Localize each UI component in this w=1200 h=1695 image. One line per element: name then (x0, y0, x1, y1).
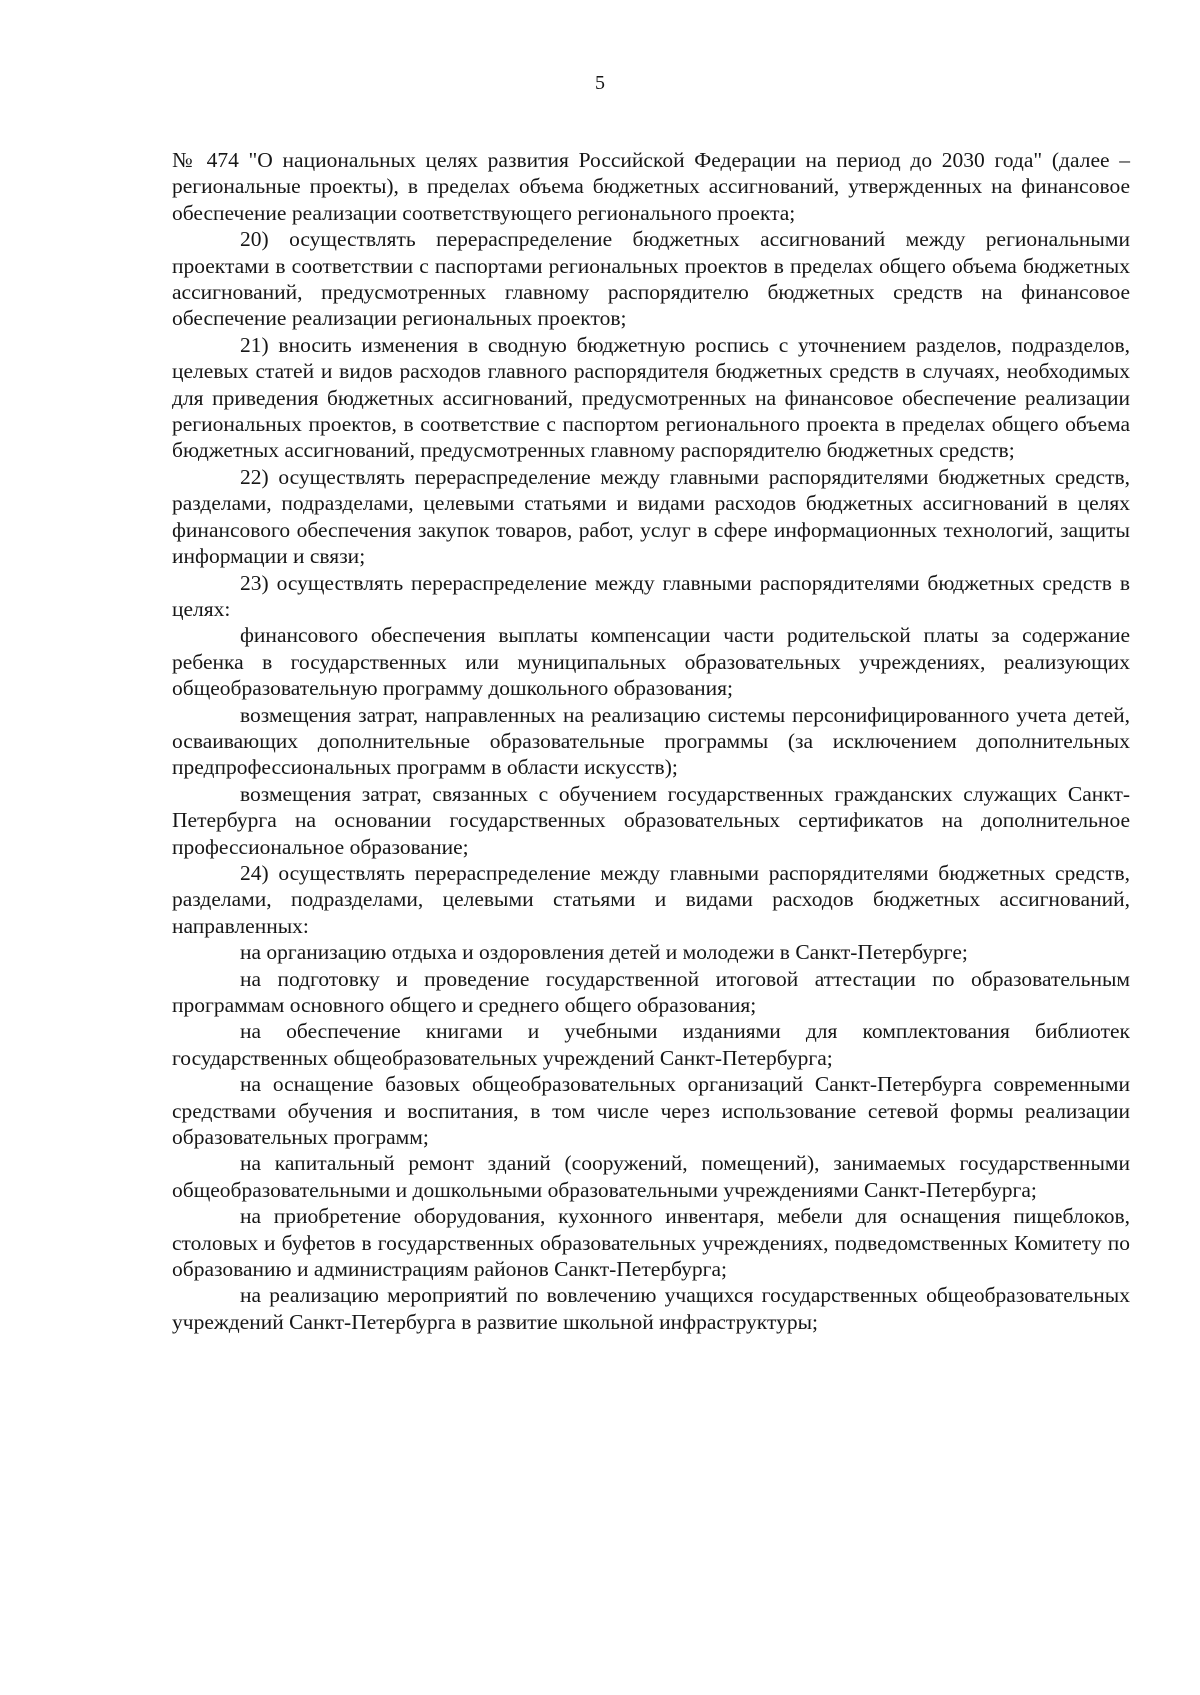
paragraph-sub-item: возмещения затрат, связанных с обучением государственных гражданских служащих Санкт-Петербурга на основании государственных образовательных сертификатов на дополнительное профессиональное образование; (172, 781, 1130, 859)
paragraph-continuation: № 474 "О национальных целях развития Российской Федерации на период до 2030 года" (далее – региональные проекты), в пределах объема бюджетных ассигнований, утвержденных на финансовое обеспечение реализации соответствующего регионального проекта; (172, 148, 1130, 225)
paragraph-sub-item: на обеспечение книгами и учебными изданиями для комплектования библиотек государственных общеобразовательных учреждений Санкт-Петербурга; (172, 1019, 1130, 1070)
paragraph-item-22: 22) осуществлять перераспределение между главными распорядителями бюджетных средств, разделами, подразделами, целевыми статьями и видами расходов бюджетных ассигнований в целях финансового обеспечения закупок товаров, работ, услуг в сфере информационных технологий, защиты информации и связи; (172, 464, 1130, 569)
paragraph-sub-item: на организацию отдыха и оздоровления детей и молодежи в Санкт-Петербурге; (240, 940, 968, 965)
paragraph-sub-item: на оснащение базовых общеобразовательных организаций Санкт-Петербурга современными средствами обучения и воспитания, в том числе через использование сетевой формы реализации образовательных программ; (172, 1072, 1130, 1150)
paragraph-sub-item: на подготовку и проведение государственной итоговой аттестации по образовательным программам основного общего и среднего общего образования; (172, 966, 1130, 1017)
page-number: 5 (595, 72, 605, 94)
paragraph-sub-item: на капитальный ремонт зданий (сооружений, помещений), занимаемых государственными общеобразовательными и дошкольными образовательными учреждениями Санкт-Петербурга; (172, 1151, 1130, 1202)
paragraph-sub-item: на реализацию мероприятий по вовлечению учащихся государственных общеобразовательных учреждений Санкт-Петербурга в развитие школьной инфраструктуры; (172, 1283, 1130, 1334)
paragraph-item-24: 24) осуществлять перераспределение между главными распорядителями бюджетных средств, разделами, подразделами, целевыми статьями и видами расходов бюджетных ассигнований, направленных: (172, 860, 1130, 938)
paragraph-sub-item: финансового обеспечения выплаты компенсации части родительской платы за содержание ребенка в государственных или муниципальных образовательных учреждениях, реализующих общеобразовательную программу дошкольного образования; (172, 623, 1130, 701)
paragraph-sub-item: на приобретение оборудования, кухонного инвентаря, мебели для оснащения пищеблоков, столовых и буфетов в государственных образовательных учреждениях, подведомственных Комитету по образованию и администрациям районов Санкт-Петербурга; (172, 1204, 1130, 1282)
document-body (172, 147, 1130, 1335)
paragraph-item-23: 23) осуществлять перераспределение между главными распорядителями бюджетных средств в целях: (172, 570, 1130, 621)
paragraph-item-21: 21) вносить изменения в сводную бюджетную роспись с уточнением разделов, подразделов, целевых статей и видов расходов главного распорядителя бюджетных средств в случаях, необходимых для приведения бюджетных ассигнований, предусмотренных на финансовое обеспечение реализации региональных проектов, в соответствие с паспортом регионального проекта в пределах общего объема бюджетных ассигнований, предусмотренных главному распорядителю бюджетных средств; (172, 332, 1130, 463)
paragraph-sub-item: возмещения затрат, направленных на реализацию системы персонифицированного учета детей, осваивающих дополнительные образовательные программы (за исключением дополнительных предпрофессиональных программ в области искусств); (172, 702, 1130, 780)
paragraph-item-20: 20) осуществлять перераспределение бюджетных ассигнований между региональными проектами в соответствии с паспортами региональных проектов в пределах общего объема бюджетных ассигнований, предусмотренных главному распорядителю бюджетных средств на финансовое обеспечение реализации региональных проектов; (172, 227, 1130, 331)
